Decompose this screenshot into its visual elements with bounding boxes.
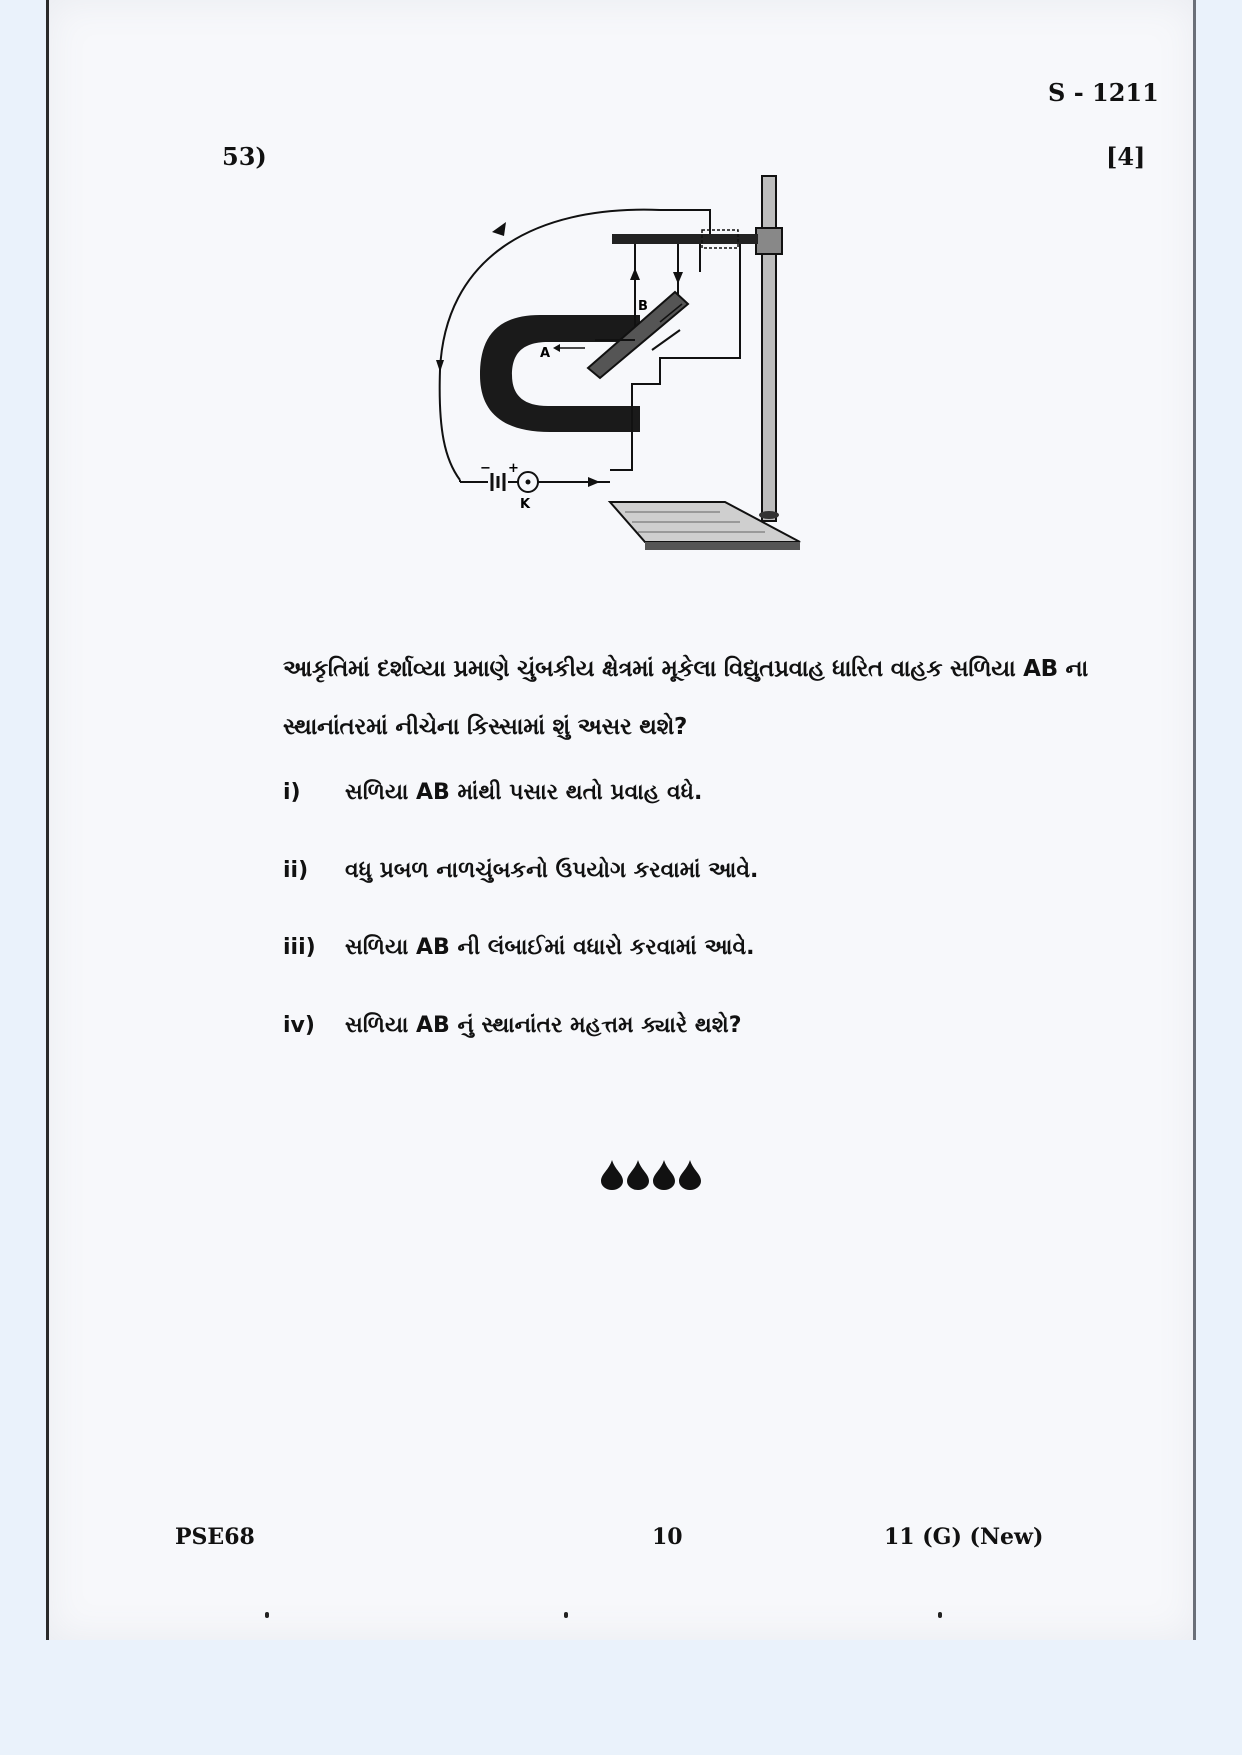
page-right-border [1193, 0, 1196, 1640]
label-b: B [638, 299, 648, 314]
drop-icon [679, 1160, 701, 1190]
question-text: આકૃતિમાં દર્શાવ્યા પ્રમાણે ચુંબકીય ક્ષેત્રમાં મૂકેલા વિદ્યુતપ્રવાહ ધારિત વાહક સળિયા AB ના સ્થાનાંતરમાં નીચેના કિસ્સામાં શું અસર થશે? [283, 656, 1089, 740]
scan-speck [564, 1612, 568, 1618]
scan-speck [265, 1612, 269, 1618]
scan-speck [938, 1612, 942, 1618]
subpart-text: સળિયા AB માંથી પસાર થતો પ્રવાહ વધે. [345, 780, 703, 805]
subpart-4 [283, 1013, 742, 1038]
rod-foot [759, 511, 779, 519]
page-number: 10 [652, 1524, 683, 1550]
label-a: A [540, 346, 551, 361]
subpart-2 [283, 858, 758, 883]
subpart-text: સળિયા AB નું સ્થાનાંતર મહત્તમ ક્યારે થશે? [345, 1013, 742, 1038]
subpart-1 [283, 780, 702, 805]
subpart-text: વધુ પ્રબળ નાળચુંબકનો ઉપયોગ કરવામાં આવે. [345, 858, 759, 883]
question-number: 53) [222, 142, 267, 171]
drop-icon [601, 1160, 623, 1190]
horizontal-arm [612, 234, 758, 244]
page-left-border [46, 0, 49, 1640]
battery-plus: + [508, 461, 519, 476]
footer-class: 11 (G) (New) [884, 1524, 1044, 1550]
footer-code: PSE68 [175, 1524, 255, 1550]
subpart-number: i) [283, 780, 301, 805]
battery [480, 461, 519, 491]
key-symbol [518, 472, 538, 492]
horseshoe-magnet [480, 315, 640, 432]
label-k: K [520, 497, 531, 512]
subpart-number: iv) [283, 1013, 315, 1038]
clamp [756, 228, 782, 254]
drop-icon [653, 1160, 675, 1190]
drop-icon [627, 1160, 649, 1190]
apparatus-figure [420, 170, 820, 550]
subpart-number: iii) [283, 935, 316, 960]
end-ornament [601, 1160, 701, 1190]
question-marks: [4] [1106, 142, 1146, 171]
subpart-text: સળિયા AB ની લંબાઈમાં વધારો કરવામાં આવે. [345, 935, 755, 960]
battery-minus: − [480, 461, 491, 476]
subpart-number: ii) [283, 858, 309, 883]
paper-code: S - 1211 [1048, 78, 1159, 107]
subpart-3 [283, 935, 755, 960]
